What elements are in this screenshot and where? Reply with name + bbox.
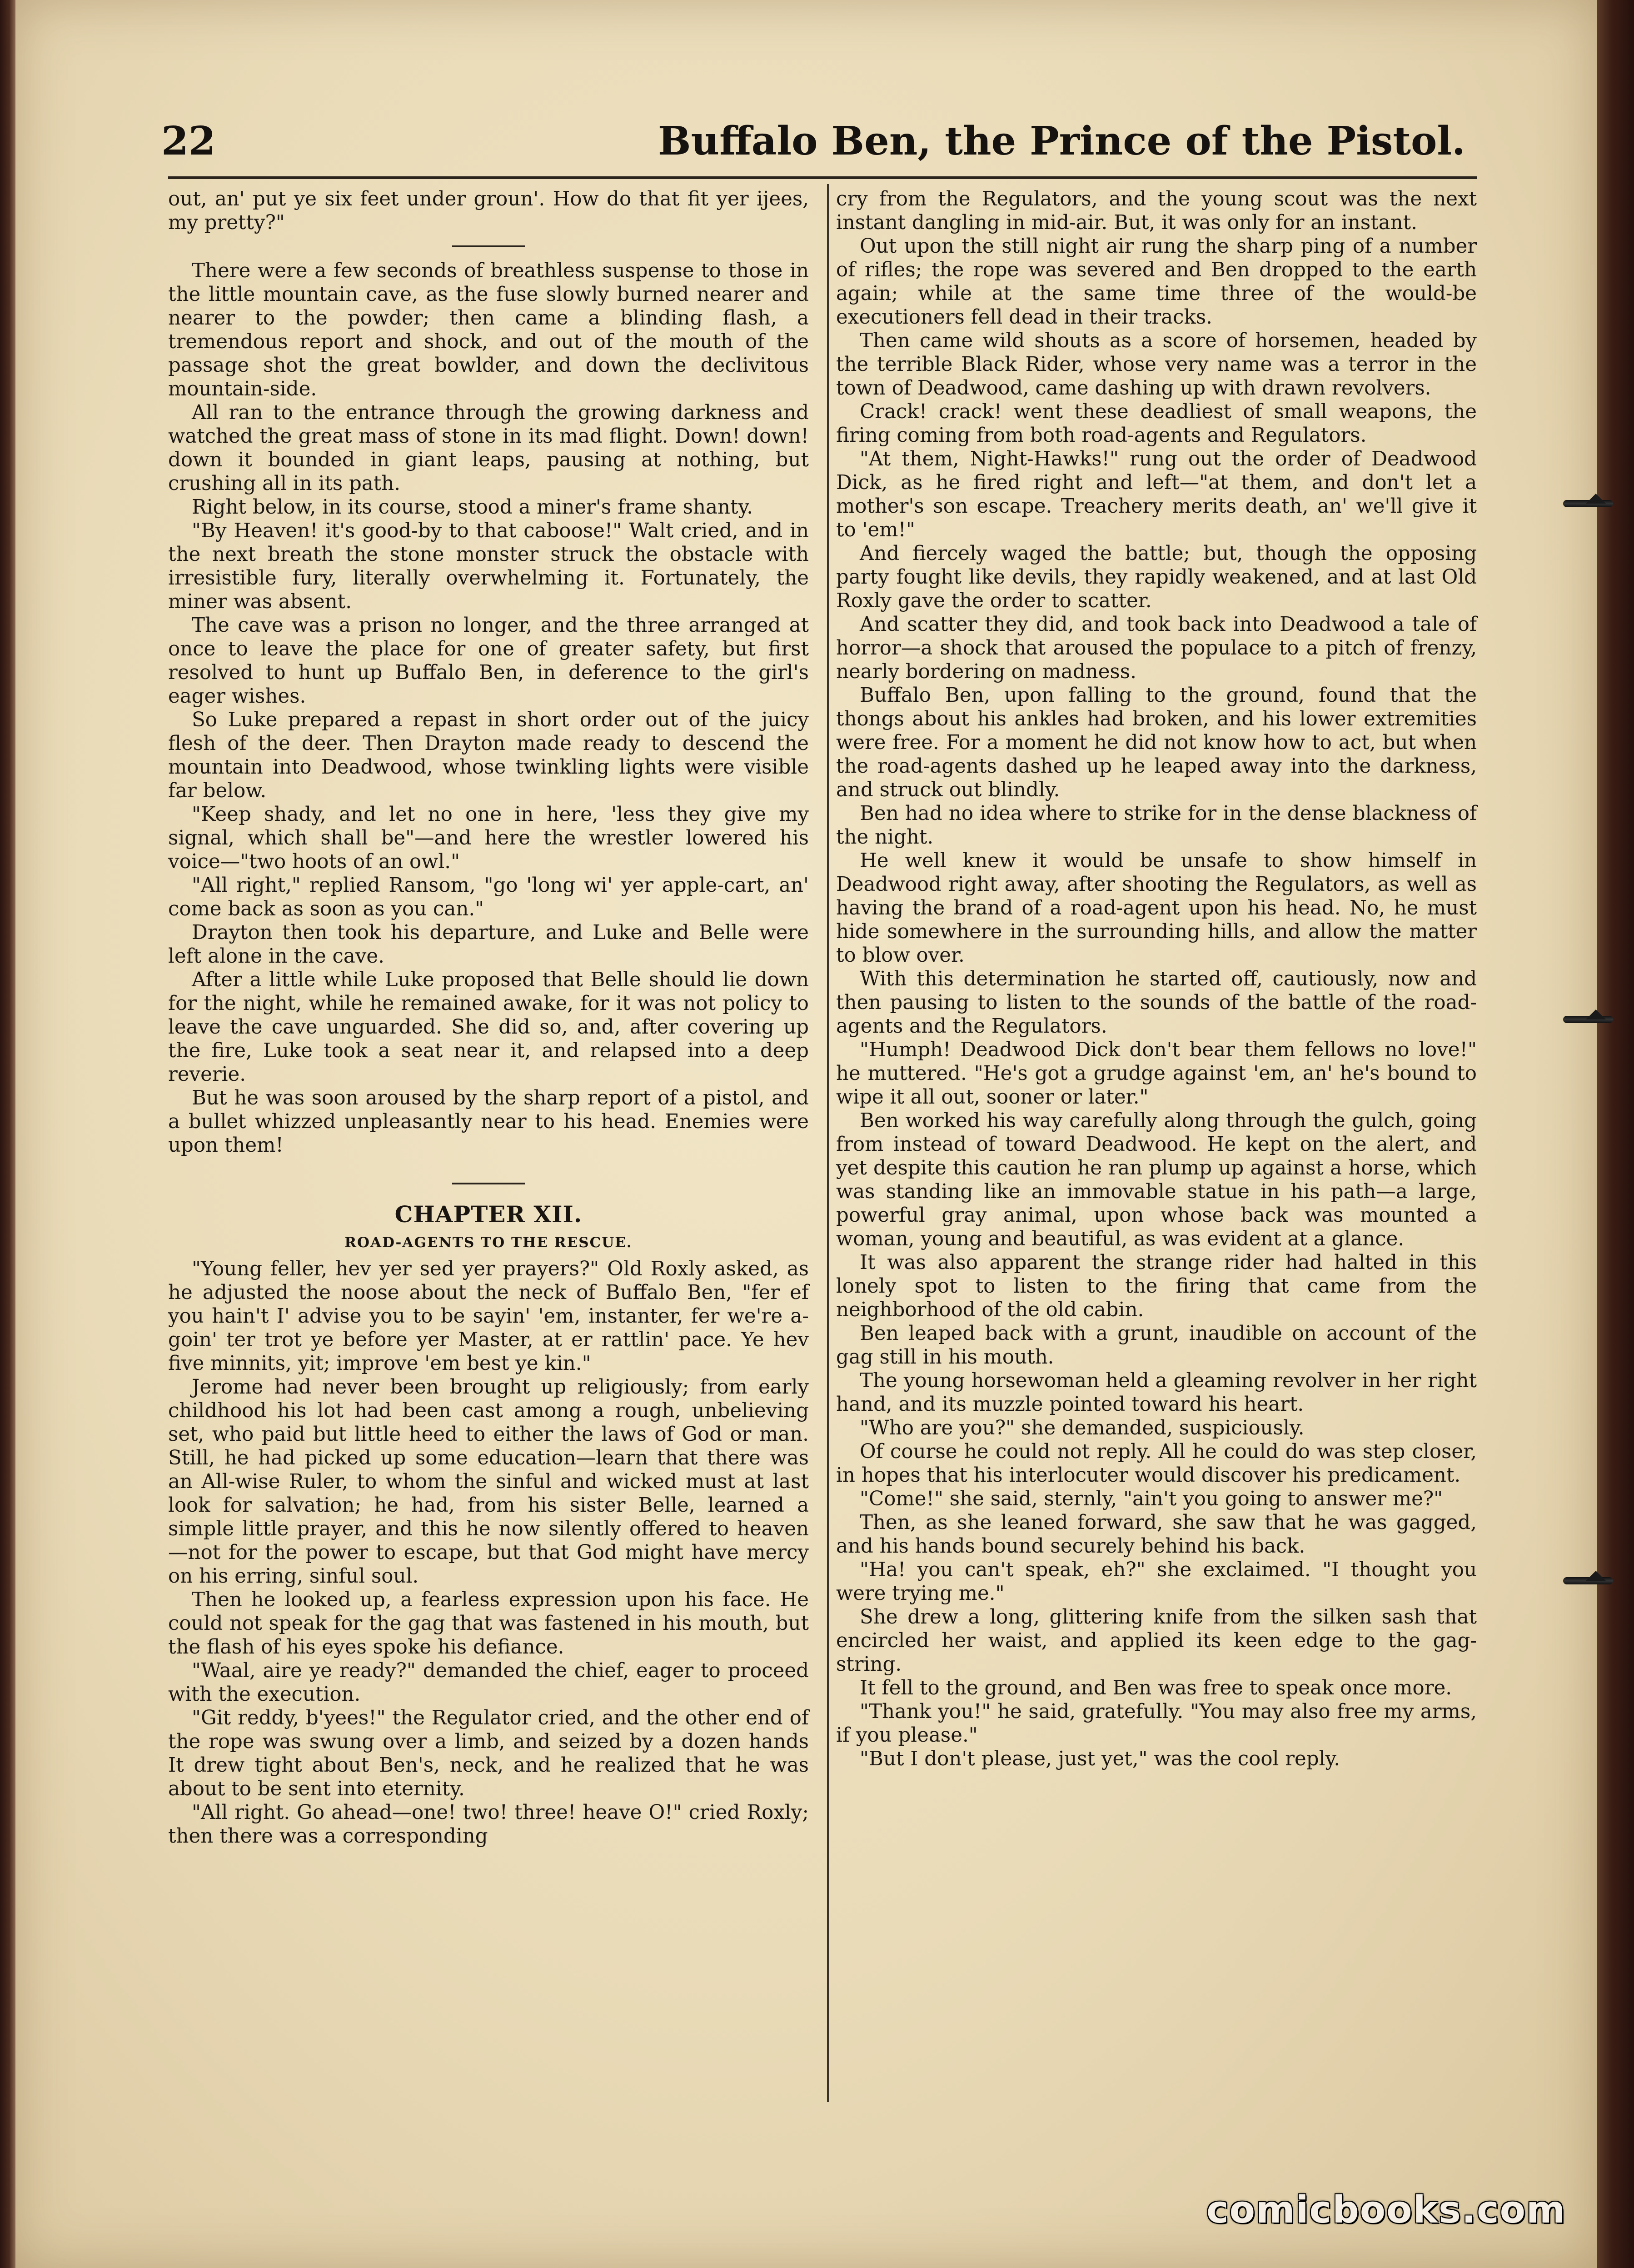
binding-spine [1597, 0, 1634, 2268]
paragraph: Ben leaped back with a grunt, inaudible on account of the gag still in his mouth. [836, 1322, 1477, 1369]
staple-middle [1563, 1016, 1613, 1023]
paragraph: There were a few seconds of breathless suspense to those in the little mountain cave, as the fuse slowly burned nearer and nearer to the powder; then came a blinding flash, a tremendous report and shock, and out of the mouth of the passage shot the great bowlder, and down the declivitous mountain-side. [168, 260, 809, 400]
paragraph: "But I don't please, just yet," was the cool reply. [860, 1748, 1340, 1770]
header-rule [168, 176, 1477, 179]
paragraph: "By Heaven! it's good-by to that caboose!" Walt cried, and in the next breath the stone monster struck the obstacle with irresistible fury, literally overwhelming it. Fortunately, the miner was absent. [168, 520, 809, 613]
paragraph: And fiercely waged the battle; but, though the opposing party fought like devils, they rapidly weakened, and at last Old Roxly gave the order to scatter. [836, 542, 1477, 612]
paragraph: Crack! crack! went these deadliest of small weapons, the firing coming from both road-agents and Regulators. [836, 400, 1477, 447]
paragraph: "All right. Go ahead—one! two! three! heave O!" cried Roxly; then there was a corresponding [168, 1801, 809, 1848]
paragraph: "Waal, aire ye ready?" demanded the chief, eager to proceed with the execution. [168, 1659, 809, 1706]
paragraph: Then he looked up, a fearless expression upon his face. He could not speak for the gag that was fastened in his mouth, but the flash of his eyes spoke his defiance. [168, 1589, 809, 1659]
paragraph: "Keep shady, and let no one in here, 'less they give my signal, which shall be"—and here the wrestler lowered his voice—"two hoots of an owl." [168, 803, 809, 873]
paragraph: It fell to the ground, and Ben was free to speak once more. [860, 1677, 1452, 1699]
section-break-rule [452, 245, 525, 247]
paragraph: "At them, Night-Hawks!" rung out the order of Deadwood Dick, as he fired right and left—"at them, and don't let a mother's son escape. Treachery merits death, an' we'll give it to 'em!" [836, 448, 1477, 541]
paragraph: And scatter they did, and took back into Deadwood a tale of horror—a shock that aroused the populace to a pitch of frenzy, nearly bordering on madness. [836, 613, 1477, 683]
staple-top [1563, 500, 1613, 507]
paragraph: "Ha! you can't speak, eh?" she exclaimed. "I thought you were trying me." [836, 1559, 1477, 1605]
paragraph: cry from the Regulators, and the young scout was the next instant dangling in mid-air. But, it was only for an instant. [836, 188, 1477, 234]
page-header [152, 105, 1465, 168]
paragraph: The young horsewoman held a gleaming revolver in her right hand, and its muzzle pointed toward his heart. [836, 1369, 1477, 1416]
chapter-break-rule [452, 1183, 525, 1184]
paragraph: But he was soon aroused by the sharp report of a pistol, and a bullet whizzed unpleasantly near to his head. Enemies were upon them! [168, 1087, 809, 1157]
paragraph: Then, as she leaned forward, she saw that he was gagged, and his hands bound securely behind his back. [836, 1511, 1477, 1558]
paragraph: So Luke prepared a repast in short order out of the juicy flesh of the deer. Then Drayton made ready to descend the mountain into Deadwood, whose twinkling lights were visible far below. [168, 709, 809, 802]
left-column [168, 187, 809, 1848]
paragraph: The cave was a prison no longer, and the three arranged at once to leave the place for one of greater safety, but first resolved to hunt up Buffalo Ben, in deference to the girl's eager wishes. [168, 614, 809, 708]
paragraph: It was also apparent the strange rider had halted in this lonely spot to listen to the firing that came from the neighborhood of the old cabin. [836, 1251, 1477, 1321]
running-title: Buffalo Ben, the Prince of the Pistol. [658, 118, 1465, 164]
column-divider [827, 184, 829, 2102]
paragraph: "Young feller, hev yer sed yer prayers?" Old Roxly asked, as he adjusted the noose about the neck of Buffalo Ben, "fer ef you hain't I' advise you to be sayin' 'em, instanter, fer we're a-goin' ter trot ye before yer Master, at er rattlin' pace. Ye hev five minnits, yit; improve 'em best ye kin." [168, 1258, 809, 1375]
paragraph: Of course he could not reply. All he could do was step closer, in hopes that his interlocuter would discover his predicament. [836, 1440, 1477, 1487]
chapter-subtitle: ROAD-AGENTS TO THE RESCUE. [344, 1234, 633, 1251]
page-number: 22 [161, 118, 216, 164]
paragraph: Out upon the still night air rung the sharp ping of a number of rifles; the rope was severed and Ben dropped to the earth again; while at the same time three of the would-be executioners fell dead in their tracks. [836, 235, 1477, 329]
paragraph: He well knew it would be unsafe to show himself in Deadwood right away, after shooting the Regulators, as well as having the brand of a road-agent upon his head. No, he must hide somewhere in the surrounding hills, and allow the matter to blow over. [836, 849, 1477, 967]
paragraph: "All right," replied Ransom, "go 'long wi' yer apple-cart, an' come back as soon as you can." [168, 874, 809, 920]
paragraph: She drew a long, glittering knife from the silken sash that encircled her waist, and applied its keen edge to the gag-string. [836, 1606, 1477, 1676]
paragraph: out, an' put ye six feet under groun'. How do that fit yer ijees, my pretty?" [168, 188, 809, 234]
paragraph: "Humph! Deadwood Dick don't bear them fellows no love!" he muttered. "He's got a grudge against 'em, an' he's bound to wipe it all out, sooner or later." [836, 1039, 1477, 1109]
paragraph: Then came wild shouts as a score of horsemen, headed by the terrible Black Rider, whose very name was a terror in the town of Deadwood, came dashing up with drawn revolvers. [836, 330, 1477, 400]
paragraph: "Who are you?" she demanded, suspiciously. [860, 1417, 1305, 1439]
paragraph: Jerome had never been brought up religiously; from early childhood his lot had been cast among a rough, unbelieving set, who paid but little heed to either the laws of God or man. Still, he had picked up some education—learn that there was an All-wise Ruler, to whom the sinful and wicked must at last look for salvation; he had, from his sister Belle, learned a simple little prayer, and this he now silently offered to heaven—not for the power to escape, but that God might have mercy on his erring, sinful soul. [168, 1376, 809, 1588]
paragraph: Ben worked his way carefully along through the gulch, going from instead of toward Deadwood. He kept on the alert, and yet despite this caution he ran plump up against a horse, which was standing like an immovable statue in his path—a large, powerful gray animal, upon whose back was mounted a woman, young and beautiful, as was evident at a glance. [836, 1109, 1477, 1250]
right-column [836, 187, 1477, 1771]
site-watermark: comicbooks.com [1206, 2188, 1566, 2232]
paragraph: All ran to the entrance through the growing darkness and watched the great mass of stone in its mad flight. Down! down! down it bounded in giant leaps, pausing at nothing, but crushing all in its path. [168, 401, 809, 495]
paragraph: "Thank you!" he said, gratefully. "You may also free my arms, if you please." [836, 1700, 1477, 1747]
paragraph: Ben had no idea where to strike for in the dense blackness of the night. [836, 802, 1477, 849]
staple-bottom [1563, 1577, 1613, 1584]
page-left-edge [0, 0, 15, 2268]
paragraph: Drayton then took his departure, and Luke and Belle were left alone in the cave. [168, 921, 809, 968]
paragraph: "Come!" she said, sternly, "ain't you going to answer me?" [860, 1488, 1443, 1510]
paragraph: Right below, in its course, stood a miner's frame shanty. [192, 496, 753, 519]
paragraph: Buffalo Ben, upon falling to the ground, found that the thongs about his ankles had broken, and his lower extremities were free. For a moment he did not know how to act, but when the road-agents dashed up he leaped away into the darkness, and struck out blindly. [836, 684, 1477, 801]
chapter-heading: CHAPTER XII. [394, 1201, 583, 1228]
paragraph: After a little while Luke proposed that Belle should lie down for the night, while he remained awake, for it was not policy to leave the cave unguarded. She did so, and, after covering up the fire, Luke took a seat near it, and relapsed into a deep reverie. [168, 969, 809, 1086]
paragraph: "Git reddy, b'yees!" the Regulator cried, and the other end of the rope was swung over a limb, and seized by a dozen hands It drew tight about Ben's, neck, and he realized that he was about to be sent into eternity. [168, 1707, 809, 1800]
paragraph: With this determination he started off, cautiously, now and then pausing to listen to the sounds of the battle of the road-agents and the Regulators. [836, 968, 1477, 1038]
